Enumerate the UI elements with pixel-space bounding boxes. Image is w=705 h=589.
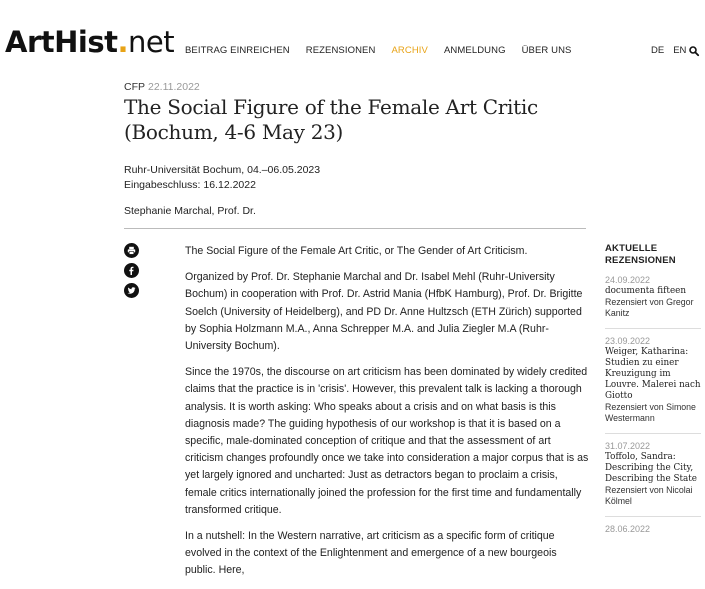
review-item[interactable] [605,335,701,424]
facebook-icon[interactable] [124,263,139,278]
article-paragraph: In a nutshell: In the Western narrative, art criticism as a specific form of critique evolved in the context of the Enlightenment and emergence of a new bourgeois public. Here, [185,530,557,577]
main-nav [185,45,587,57]
review-date: 28.06.2022 [605,524,651,534]
review-title[interactable]: Weiger, Katharina: Studien zu einer Kreuzigung im Louvre. Malerei nach Giotto [605,347,701,401]
post-date: 22.11.2022 [148,81,200,93]
nav-item-rezensionen[interactable]: REZENSIONEN [305,45,376,56]
event-meta [124,163,320,193]
nav-item-ueber-uns[interactable]: ÜBER UNS [521,45,572,56]
review-reviewer: Rezensiert von Simone Westermann [605,402,696,423]
sidebar-divider [605,433,701,434]
review-reviewer: Rezensiert von Gregor Kanitz [605,297,694,318]
review-item[interactable] [605,274,701,319]
share-bar [124,243,140,303]
review-title[interactable]: documenta fifteen [605,286,687,296]
nav-item-beitrag-einreichen[interactable]: BEITRAG EINREICHEN [185,45,290,56]
twitter-icon[interactable] [124,283,139,298]
post-label [124,81,200,93]
submission-deadline: Eingabeschluss: 16.12.2022 [124,179,256,191]
site-logo[interactable]: ArtHist.net [5,25,175,59]
lang-en-link[interactable]: EN [673,45,687,56]
nav-item-anmeldung[interactable]: ANMELDUNG [443,45,506,56]
review-item[interactable] [605,523,701,535]
review-item[interactable] [605,440,701,507]
sidebar-heading: AKTUELLE REZENSIONEN [605,243,676,266]
search-icon[interactable] [689,46,699,56]
post-type: CFP [124,81,145,93]
article-paragraph: Organized by Prof. Dr. Stephanie Marchal and Dr. Isabel Mehl (Ruhr-University Bochum) in cooperation with Prof. Dr. Astrid Mania (HfbK Hamburg), Prof. Dr. Brigitte Soelch (University of Heidelberg), and PD Dr. Anne Hultzsch (ETH Zürich) supported by Sophia Holzmann M.A., Anna Schrepper M.A. and Julia Ziegler M.A (Ruhr-University Bochum). [185,271,583,353]
page-title: The Social Figure of the Female Art Critic (Bochum, 4-6 May 23) [124,95,538,144]
review-date: 23.09.2022 [605,336,651,346]
site-header [0,0,705,90]
reviews-sidebar [605,243,701,544]
print-icon[interactable] [124,243,139,258]
lang-de-link[interactable]: DE [651,45,665,56]
article-paragraph: The Social Figure of the Female Art Critic, or The Gender of Art Criticism. [185,245,528,257]
nav-item-archiv[interactable]: ARCHIV [391,45,428,56]
article-body [185,243,590,589]
review-date: 31.07.2022 [605,441,651,451]
sidebar-divider [605,328,701,329]
sidebar-divider [605,516,701,517]
divider [124,228,586,229]
review-reviewer: Rezensiert von Nicolai Kölmel [605,485,693,506]
review-title[interactable]: Toffolo, Sandra: Describing the City, Describing the State [605,452,698,484]
post-author: Stephanie Marchal, Prof. Dr. [124,205,256,217]
review-date: 24.09.2022 [605,275,651,285]
article-paragraph: Since the 1970s, the discourse on art criticism has been dominated by widely credited claims that the practice is in 'crisis'. However, this prevalent talk is lacking a thorough analysis. It is worth asking: Who speaks about a crisis and on what basis is this diagnosis made? The guiding hypothesis of our workshop is that it is based on a specific, male-dominated conception of critique and that the assessment of art criticism changes profoundly once we take into consideration a major corpus that is as yet largely ignored and uncharted: Just as detractors began to proclaim a crisis, female critics internationally joined the profession for the first time and fundamentally transformed critique. [185,366,589,516]
event-location: Ruhr-Universität Bochum, 04.–06.05.2023 [124,164,321,176]
